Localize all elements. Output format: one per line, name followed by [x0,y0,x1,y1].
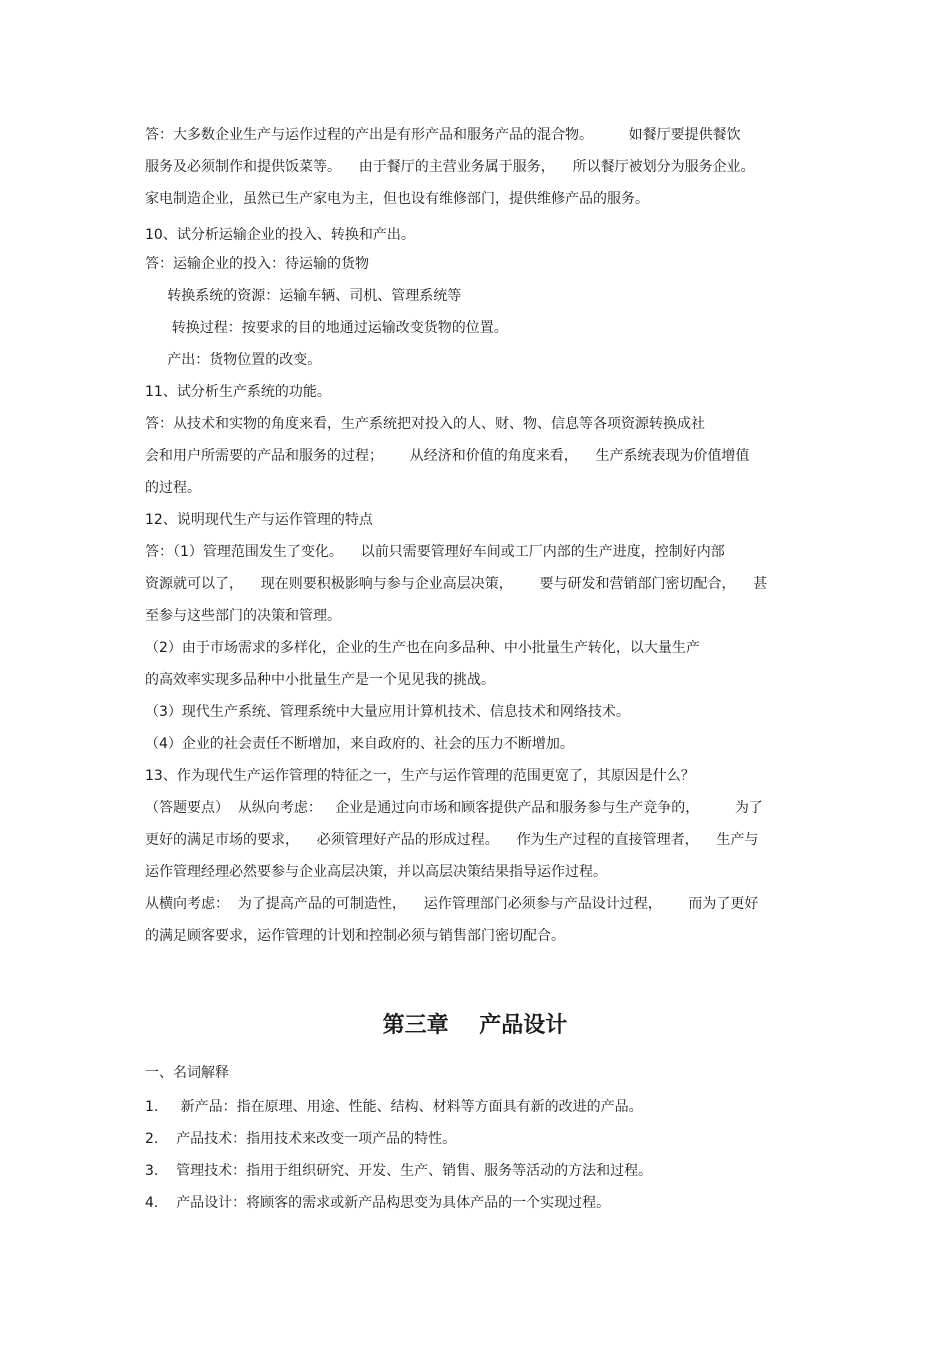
text-line: 答：大多数企业生产与运作过程的产出是有形产品和服务产品的混合物。 如餐厅要提供餐饮 [145,127,741,143]
text-line: 转换过程：按要求的目的地通过运输改变货物的位置。 [145,320,508,336]
chapter-title: 第三章 产品设计 [382,1012,568,1038]
text-line: 产出：货物位置的改变。 [145,352,322,368]
text-line: 运作管理经理必然要参与企业高层决策，并以高层决策结果指导运作过程。 [145,864,607,880]
text-line: 的高效率实现多品种中小批量生产是一个见见我的挑战。 [145,672,495,688]
text-line: 资源就可以了， 现在则要积极影响与参与企业高层决策， 要与研发和营销部门密切配合， 甚 [145,576,768,592]
question-heading: 12、说明现代生产与运作管理的特点 [145,512,373,528]
text-line: 会和用户所需要的产品和服务的过程； 从经济和价值的角度来看， 生产系统表现为价值增值 [145,448,750,464]
text-line: 的过程。 [145,480,201,496]
text-line: 答：从技术和实物的角度来看，生产系统把对投入的人、财、物、信息等各项资源转换成社 [145,416,705,432]
definition-item: 1. 新产品：指在原理、用途、性能、结构、材料等方面具有新的改进的产品。 [145,1099,643,1115]
text-line: （3）现代生产系统、管理系统中大量应用计算机技术、信息技术和网络技术。 [145,704,630,720]
text-line: 服务及必须制作和提供饭菜等。 由于餐厅的主营业务属于服务， 所以餐厅被划分为服务企业。 [145,159,755,175]
text-line: 的满足顾客要求，运作管理的计划和控制必须与销售部门密切配合。 [145,928,565,944]
definition-item: 4. 产品设计：将顾客的需求或新产品构思变为具体产品的一个实现过程。 [145,1195,611,1211]
text-line: 更好的满足市场的要求， 必须管理好产品的形成过程。 作为生产过程的直接管理者， 生产与 [145,832,759,848]
question-heading: 13、作为现代生产运作管理的特征之一，生产与运作管理的范围更宽了，其原因是什么？ [145,768,695,784]
text-line: 至参与这些部门的决策和管理。 [145,608,341,624]
text-line: （4）企业的社会责任不断增加，来自政府的、社会的压力不断增加。 [145,736,574,752]
text-line: （2）由于市场需求的多样化，企业的生产也在向多品种、中小批量生产转化，以大量生产 [145,640,700,656]
text-line: 家电制造企业，虽然已生产家电为主，但也设有维修部门，提供维修产品的服务。 [145,191,649,207]
question-heading: 11、试分析生产系统的功能。 [145,384,331,400]
definition-item: 2. 产品技术：指用技术来改变一项产品的特性。 [145,1131,457,1147]
section-heading: 一、名词解释 [145,1065,229,1081]
text-line: 答：（1）管理范围发生了变化。 以前只需要管理好车间或工厂内部的生产进度，控制好内部 [145,544,725,560]
text-line: （答题要点） 从纵向考虑： 企业是通过向市场和顾客提供产品和服务参与生产竞争的， 为了 [145,800,763,816]
text-line: 从横向考虑： 为了提高产品的可制造性， 运作管理部门必须参与产品设计过程， 而为了更好 [145,896,759,912]
question-heading: 10、试分析运输企业的投入、转换和产出。 [145,227,415,243]
text-line: 答：运输企业的投入：待运输的货物 [145,256,369,272]
definition-item: 3. 管理技术：指用于组织研究、开发、生产、销售、服务等活动的方法和过程。 [145,1163,653,1179]
text-line: 转换系统的资源：运输车辆、司机、管理系统等 [145,288,462,304]
